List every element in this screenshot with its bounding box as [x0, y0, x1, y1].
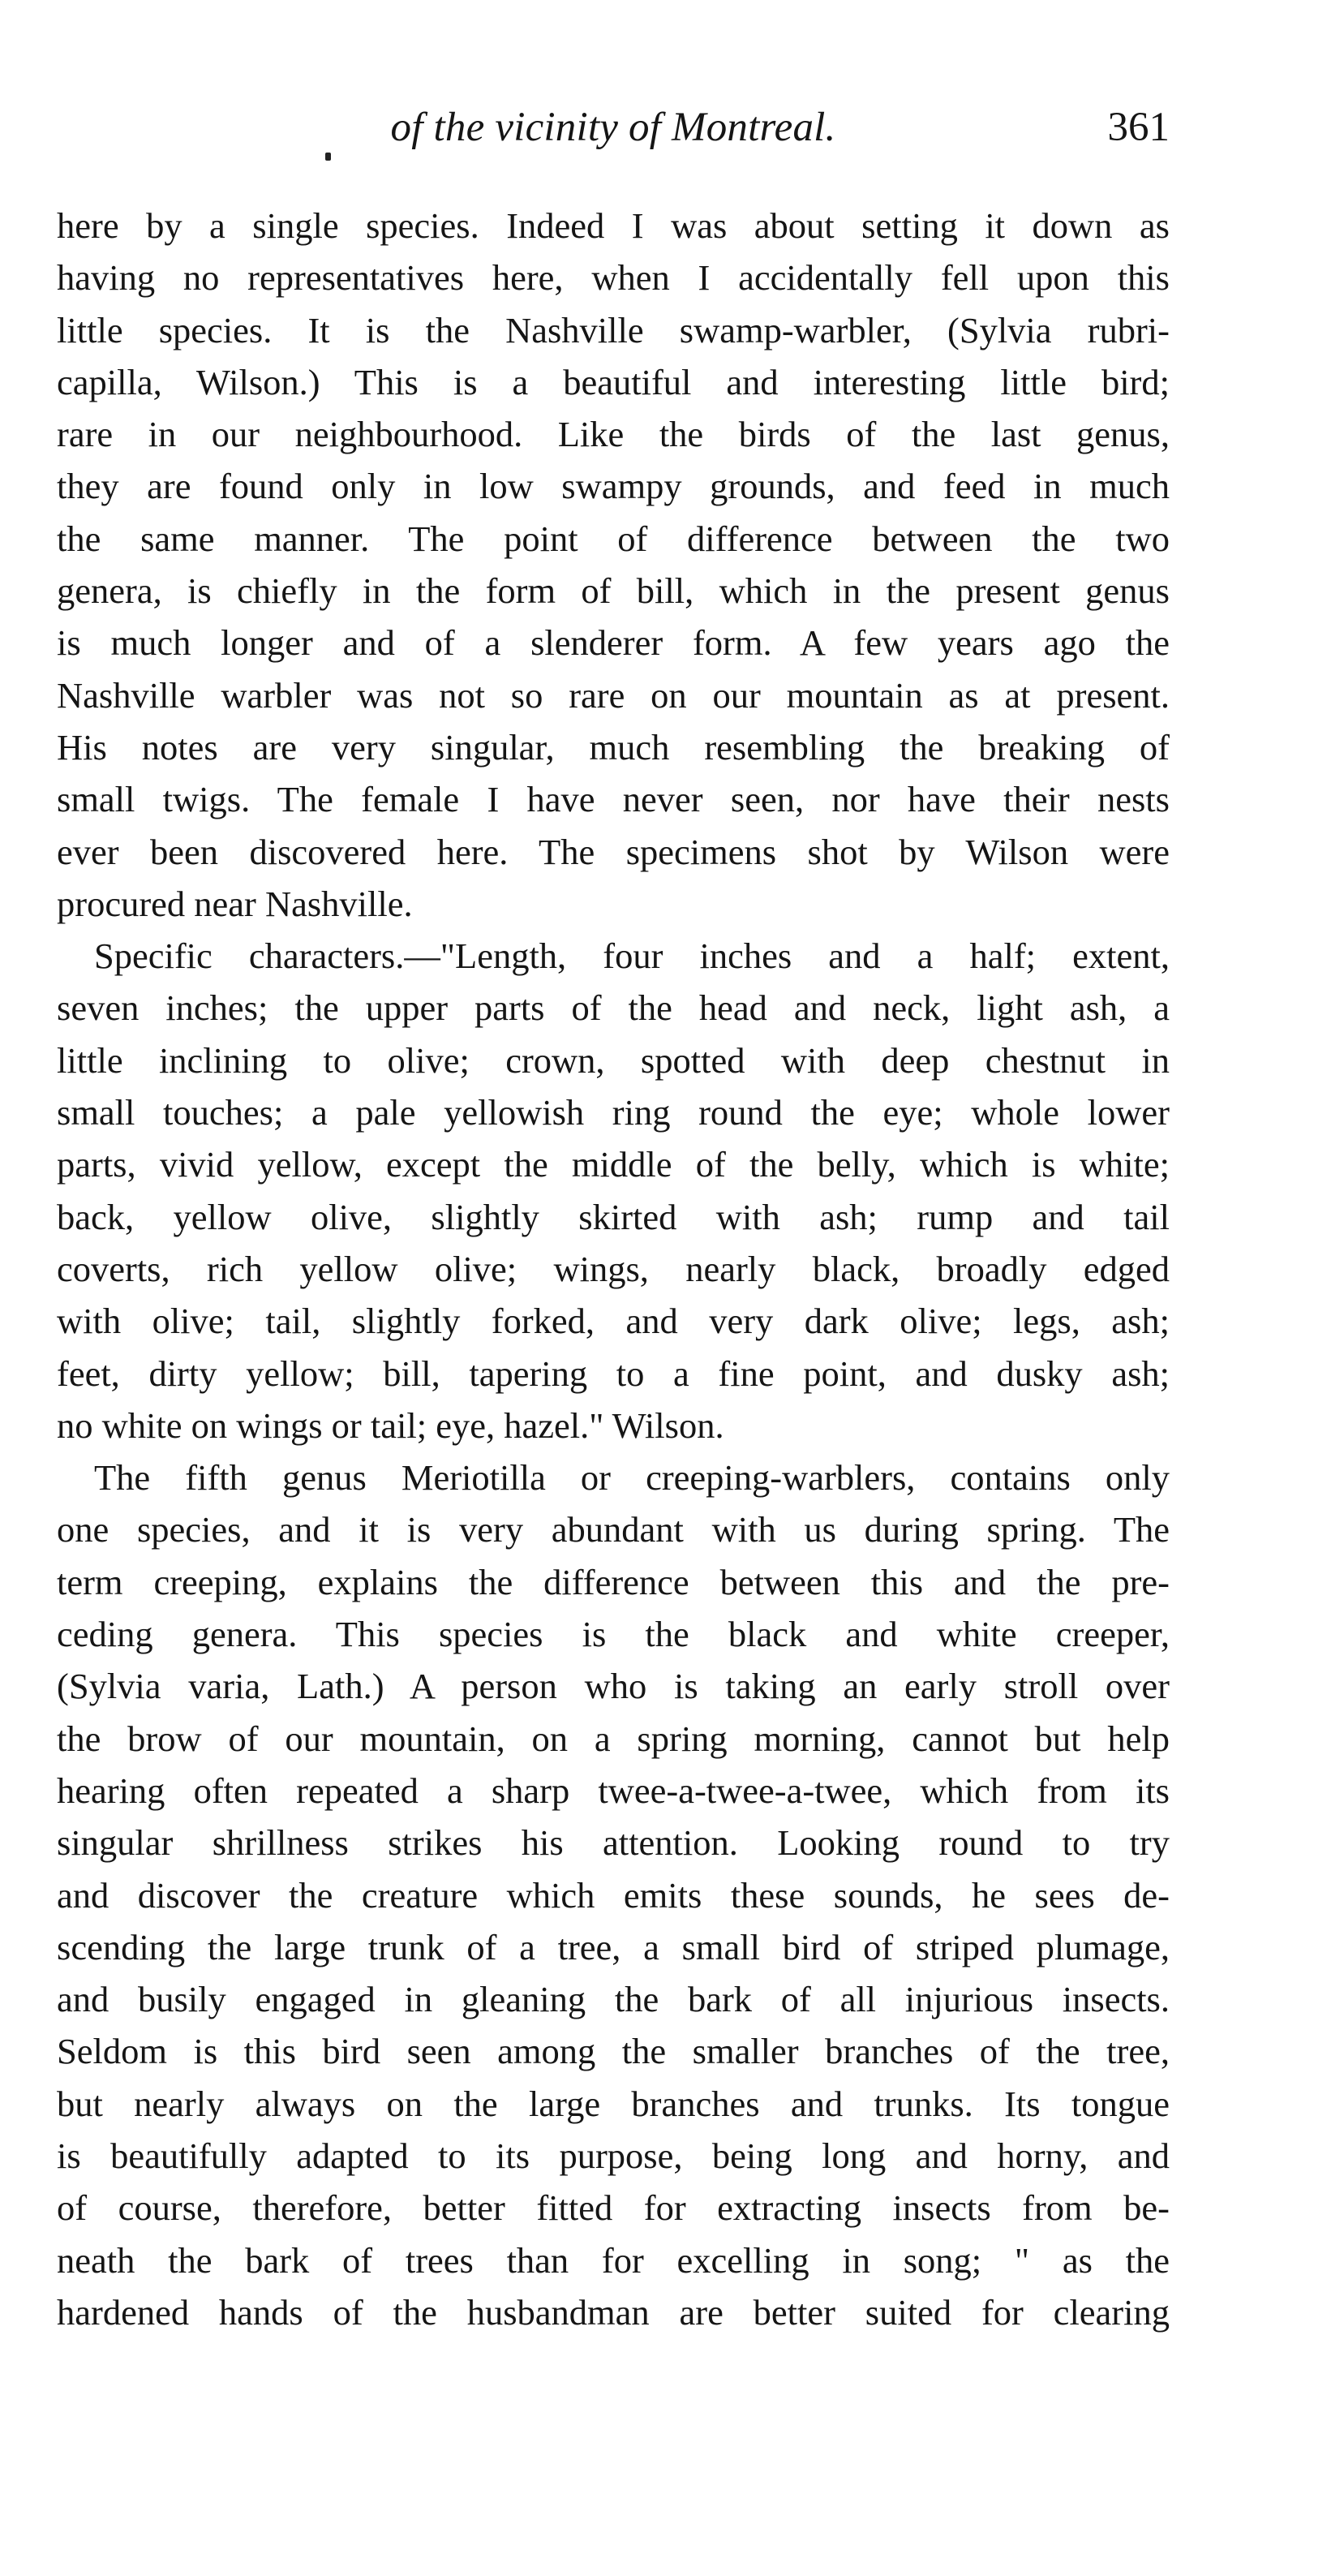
text-line: the same manner. The point of difference between the two: [57, 518, 1170, 559]
text-line: His notes are very singular, much resembling the breaking of: [57, 726, 1170, 768]
ink-speck: [325, 153, 331, 161]
text-line: hardened hands of the husbandman are better suited for clearing: [57, 2291, 1170, 2333]
text-line: Specific characters.—"Length, four inches and a half; extent,: [94, 935, 1170, 977]
text-line: term creeping, explains the difference between this and the pre-: [57, 1561, 1170, 1602]
text-line: they are found only in low swampy grounds, and feed in much: [57, 466, 1170, 507]
text-line: no white on wings or tail; eye, hazel." Wilson.: [57, 1404, 724, 1446]
text-line: ceding genera. This species is the black and white creeper,: [57, 1614, 1170, 1655]
text-line: feet, dirty yellow; bill, tapering to a fine point, and dusky ash;: [57, 1353, 1170, 1394]
text-line: with olive; tail, slightly forked, and very dark olive; legs, ash;: [57, 1301, 1170, 1342]
text-line: is much longer and of a slenderer form. A few years ago the: [57, 622, 1170, 664]
text-line: capilla, Wilson.) This is a beautiful and interesting little bird;: [57, 361, 1170, 402]
text-line: little species. It is the Nashville swamp-warbler, (Sylvia rubri-: [57, 309, 1170, 350]
text-line: scending the large trunk of a tree, a small bird of striped plumage,: [57, 1926, 1170, 1967]
text-line: seven inches; the upper parts of the head and neck, light ash, a: [57, 987, 1170, 1029]
text-line: The fifth genus Meriotilla or creeping-warblers, contains only: [94, 1457, 1170, 1499]
text-line: (Sylvia varia, Lath.) A person who is taking an early stroll over: [57, 1666, 1170, 1707]
body-text: [57, 200, 1170, 2338]
text-line: singular shrillness strikes his attention. Looking round to try: [57, 1822, 1170, 1864]
text-line: Seldom is this bird seen among the smaller branches of the tree,: [57, 2031, 1170, 2072]
text-line: back, yellow olive, slightly skirted with ash; rump and tail: [57, 1196, 1170, 1237]
text-line: one species, and it is very abundant with us during spring. The: [57, 1509, 1170, 1550]
text-line: procured near Nashville.: [57, 883, 413, 924]
running-title: of the vicinity of Montreal.: [390, 105, 836, 150]
text-line: small twigs. The female I have never seen, nor have their nests: [57, 779, 1170, 820]
text-line: and discover the creature which emits these sounds, he sees de-: [57, 1874, 1170, 1916]
text-line: parts, vivid yellow, except the middle of the belly, which is white;: [57, 1144, 1170, 1185]
text-line: neath the bark of trees than for excelling in song; " as the: [57, 2239, 1170, 2281]
text-line: ever been discovered here. The specimens shot by Wilson were: [57, 831, 1170, 872]
text-line: small touches; a pale yellowish ring round the eye; whole lower: [57, 1092, 1170, 1133]
text-line: hearing often repeated a sharp twee-a-twee-a-twee, which from its: [57, 1770, 1170, 1811]
text-line: the brow of our mountain, on a spring morning, cannot but help: [57, 1718, 1170, 1759]
text-line: and busily engaged in gleaning the bark of all injurious insects.: [57, 1979, 1170, 2020]
text-line: having no representatives here, when I accidentally fell upon this: [57, 257, 1170, 299]
page-number: 361: [1107, 105, 1170, 150]
text-line: here by a single species. Indeed I was about setting it down as: [57, 205, 1170, 246]
text-line: of course, therefore, better fitted for extracting insects from be-: [57, 2187, 1170, 2229]
running-head: [57, 99, 1170, 156]
text-line: genera, is chiefly in the form of bill, which in the present genus: [57, 570, 1170, 612]
text-line: coverts, rich yellow olive; wings, nearly black, broadly edged: [57, 1248, 1170, 1289]
text-line: but nearly always on the large branches and trunks. Its tongue: [57, 2083, 1170, 2124]
text-line: little inclining to olive; crown, spotted with deep chestnut in: [57, 1039, 1170, 1081]
text-line: is beautifully adapted to its purpose, being long and horny, and: [57, 2135, 1170, 2176]
text-line: Nashville warbler was not so rare on our mountain as at present.: [57, 674, 1170, 716]
text-line: rare in our neighbourhood. Like the birds of the last genus,: [57, 414, 1170, 455]
